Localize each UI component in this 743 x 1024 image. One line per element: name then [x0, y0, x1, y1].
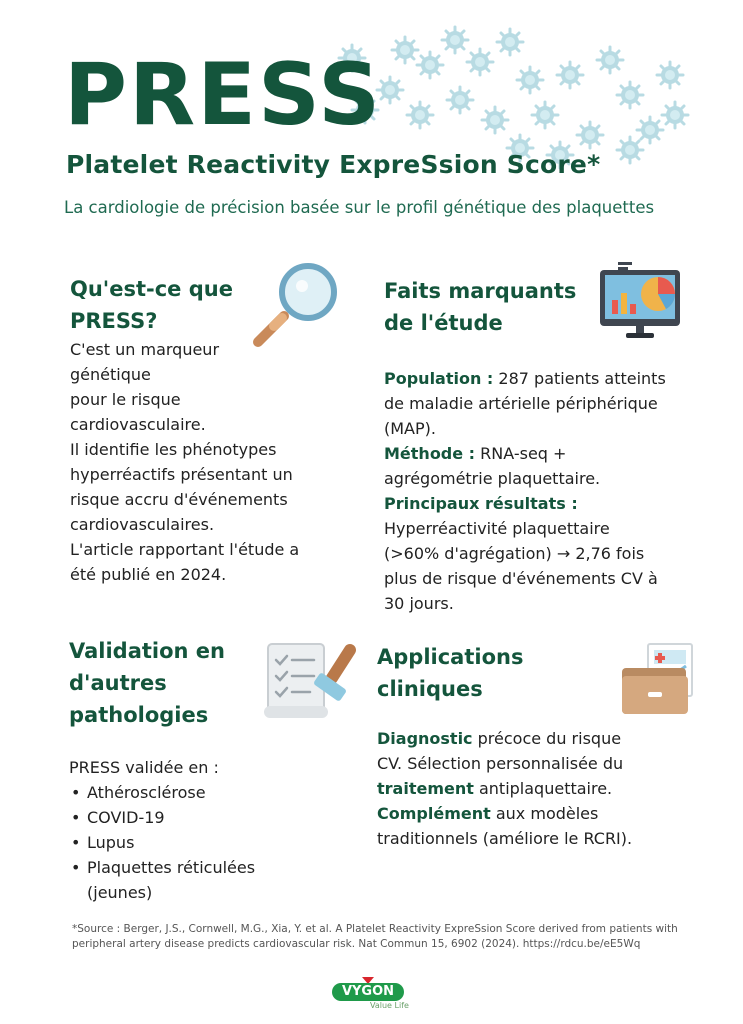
diagnostic-label: Diagnostic [377, 729, 473, 748]
page-tagline: La cardiologie de précision basée sur le profil génétique des plaquettes [64, 198, 655, 217]
body-line: cardiovasculaire. [70, 415, 206, 434]
heading-line: pathologies [69, 703, 209, 727]
list-item-continuation: (jeunes) [87, 883, 153, 902]
body-line: plus de risque d'événements CV à [384, 569, 658, 588]
body-line: (MAP). [384, 419, 436, 438]
vygon-logo [318, 975, 418, 1015]
body-line: de maladie artérielle périphérique [384, 394, 658, 413]
method-value: RNA-seq + [475, 444, 567, 463]
body-line: traditionnels (améliore le RCRI). [377, 829, 633, 848]
body-line: PRESS validée en : [69, 758, 219, 777]
page-title: PRESS [64, 45, 383, 145]
population-value: 287 patients atteints [493, 369, 666, 388]
list-item: • Athérosclérose [69, 780, 329, 805]
body-line [377, 801, 697, 826]
heading-line: Faits marquants [384, 279, 577, 303]
section-body [69, 755, 329, 905]
page-subtitle: Platelet Reactivity ExpreSsion Score* [66, 150, 601, 179]
diagnostic-text: précoce du risque [472, 729, 622, 748]
heading-line: Qu'est-ce que [70, 277, 233, 301]
logo-text: VYGON [341, 984, 395, 999]
method-label: Méthode : [384, 444, 476, 463]
body-line: 30 jours. [384, 594, 454, 613]
body-line: Il identifie les phénotypes [70, 440, 277, 459]
complement-label: Complément [377, 804, 491, 823]
body-line: CV. Sélection personnalisée du [377, 754, 624, 773]
body-line: été publié en 2024. [70, 565, 227, 584]
magnifier-icon [248, 260, 340, 352]
medical-folder-icon [618, 640, 698, 718]
body-line: cardiovasculaires. [70, 515, 215, 534]
body-line: agrégométrie plaquettaire. [384, 469, 601, 488]
population-label: Population : [384, 369, 494, 388]
heading-line: Validation en [69, 639, 225, 663]
treatment-label: traitement [377, 779, 474, 798]
body-line: pour le risque [70, 390, 181, 409]
body-line [384, 366, 704, 391]
chart-monitor-icon [596, 260, 686, 342]
section-body [377, 726, 697, 851]
list-item: • Plaquettes réticulées [69, 855, 329, 880]
logo-tagline: Value Life [370, 1001, 409, 1010]
heading-line: d'autres [69, 671, 167, 695]
list-item: • Lupus [69, 830, 329, 855]
section-body [384, 366, 704, 616]
complement-text: aux modèles [490, 804, 599, 823]
source-line: *Source : Berger, J.S., Cornwell, M.G., Xia, Y. et al. A Platelet Reactivity ExpreSsion Score derived from patients with [72, 923, 678, 935]
list-item: • COVID-19 [69, 805, 329, 830]
results-label: Principaux résultats : [384, 494, 578, 513]
body-line: C'est un marqueur [70, 340, 220, 359]
body-line [377, 726, 697, 751]
heading-line: cliniques [377, 677, 483, 701]
body-line: Hyperréactivité plaquettaire [384, 519, 610, 538]
body-line: (>60% d'agrégation) → 2,76 fois [384, 544, 645, 563]
source-citation [72, 922, 682, 952]
checklist-stamp-icon [262, 638, 362, 724]
body-line [377, 776, 697, 801]
body-line: risque accru d'événements [70, 490, 288, 509]
heading-line: Applications [377, 645, 524, 669]
validation-list [69, 780, 329, 880]
body-line [384, 491, 704, 516]
source-line: peripheral artery disease predicts cardiovascular risk. Nat Commun 15, 6902 (2024). https://rdcu.be/eE5Wq [72, 938, 641, 950]
section-body [70, 337, 350, 587]
body-line: L'article rapportant l'étude a [70, 540, 300, 559]
heading-line: PRESS? [70, 309, 158, 333]
body-line: génétique [70, 365, 151, 384]
heading-line: de l'étude [384, 311, 503, 335]
treatment-text: antiplaquettaire. [473, 779, 613, 798]
body-line [384, 441, 704, 466]
body-line: hyperréactifs présentant un [70, 465, 293, 484]
